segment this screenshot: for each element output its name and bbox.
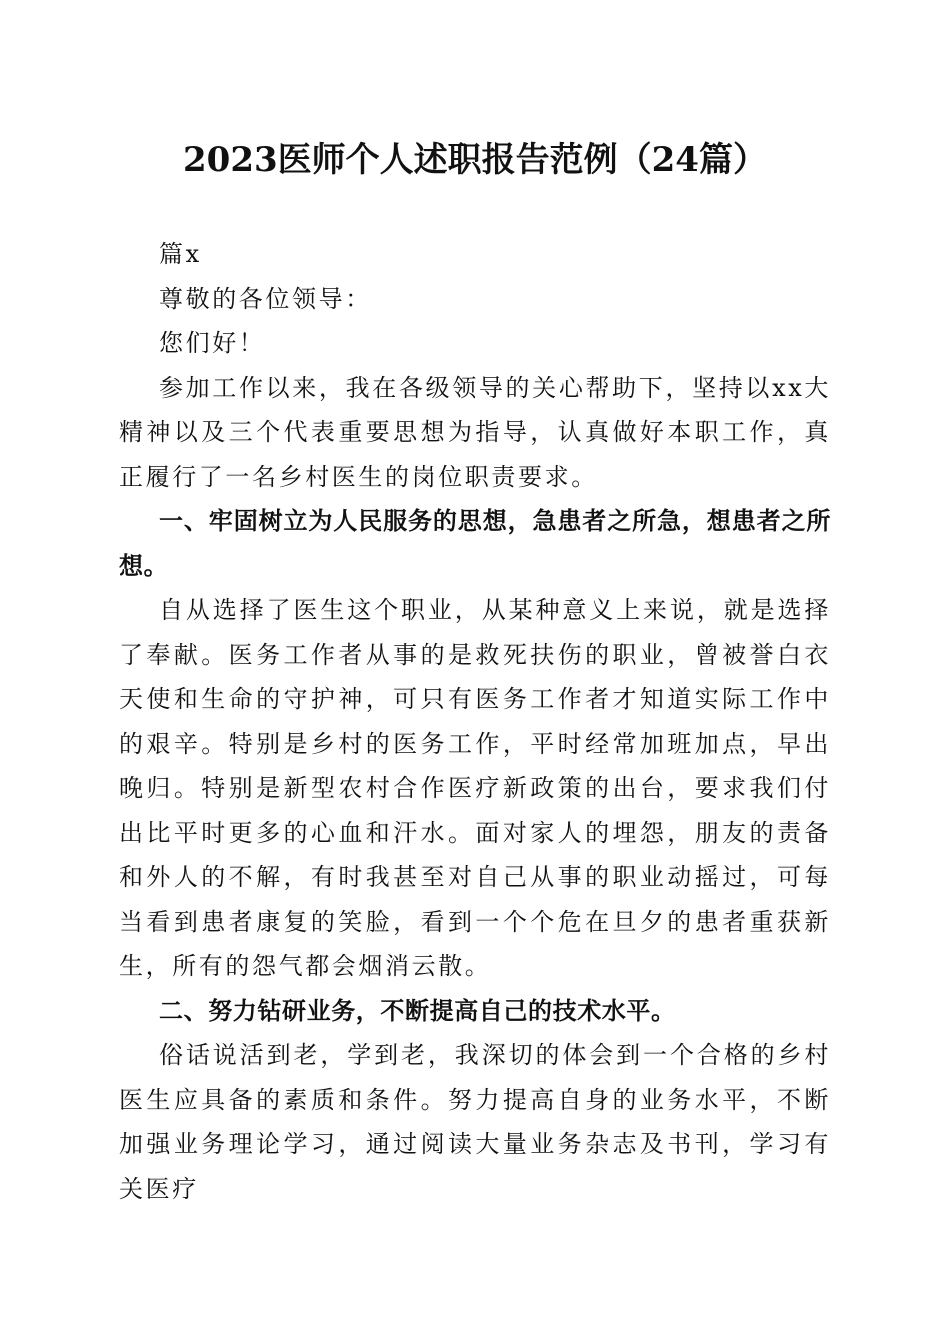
salutation: 尊敬的各位领导：	[159, 284, 372, 313]
section-heading-1: 一、牢固树立为人民服务的思想，急患者之所急，想患者之所想。	[119, 507, 831, 580]
greeting: 您们好！	[159, 329, 266, 357]
intro-paragraph: 参加工作以来，我在各级领导的关心帮助下，坚持以xx大精神以及三个代表重要思想为指导，认真做好本职工作，真正履行了一名乡村医生的岗位职责要求。	[119, 373, 831, 491]
document-title: 2023医师个人述职报告范例（24篇）	[183, 140, 767, 180]
document-body	[119, 232, 831, 1211]
body-paragraph-2: 俗话说活到老，学到老，我深切的体会到一个合格的乡村医生应具备的素质和条件。努力提高自身的业务水平，不断加强业务理论学习，通过阅读大量业务杂志及书刊，学习有关医疗	[119, 1041, 831, 1203]
body-paragraph-1: 自从选择了医生这个职业，从某种意义上来说，就是选择了奉献。医务工作者从事的是救死扶伤的职业，曾被誉白衣天使和生命的守护神，可只有医务工作者才知道实际工作中的艰辛。特别是乡村的医务工作，平时经常加班加点，早出晚归。特别是新型农村合作医疗新政策的出台，要求我们付出比平时更多的心血和汗水。面对家人的埋怨，朋友的责备和外人的不解，有时我甚至对自己从事的职业动摇过，可每当看到患者康复的笑脸，看到一个个危在旦夕的患者重获新生，所有的怨气都会烟消云散。	[119, 596, 831, 980]
section-label: 篇x	[159, 240, 202, 268]
section-heading-2: 二、努力钻研业务，不断提高自己的技术水平。	[159, 996, 676, 1025]
